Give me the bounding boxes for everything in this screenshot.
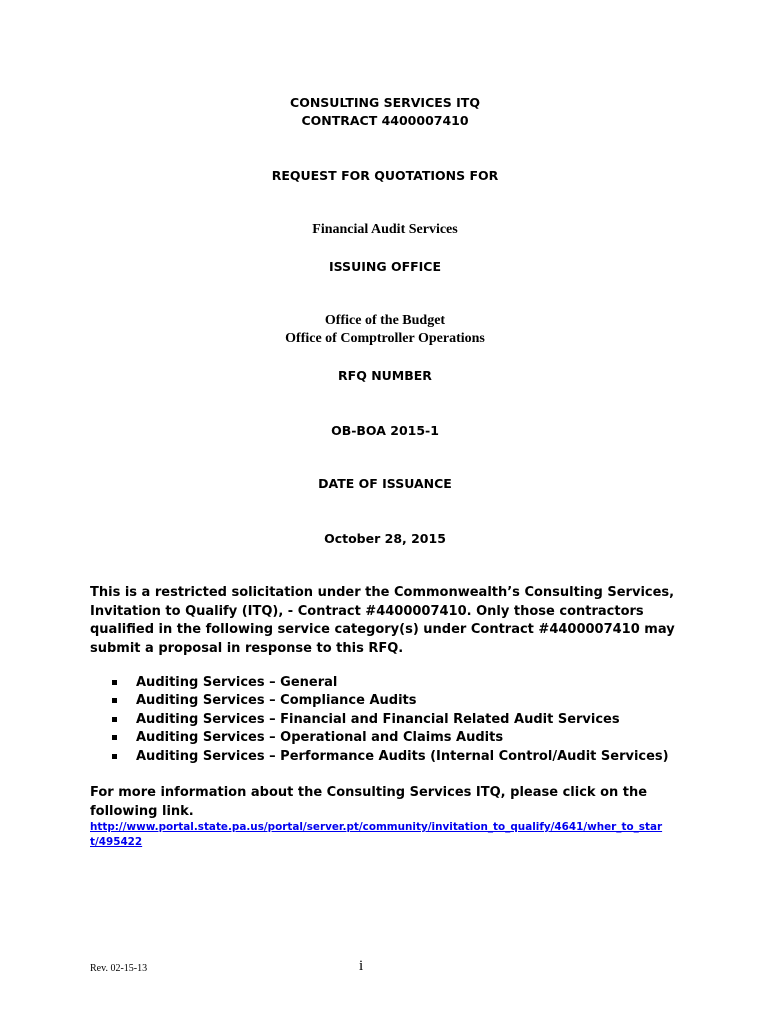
rfq-number — [0, 422, 770, 440]
category-label: Auditing Services – Operational and Claims Audits — [136, 730, 504, 746]
issuing-office-label — [0, 258, 770, 276]
issuing-office-label-text: ISSUING OFFICE — [328, 259, 442, 274]
issuing-office-block — [0, 312, 770, 348]
revision-date: Rev. 02-15-13 — [90, 963, 148, 974]
intro-line: Invitation to Qualify (ITQ), - Contract #4400007410. Only those contractors — [90, 603, 644, 619]
date-of-issuance — [0, 530, 770, 548]
list-item — [110, 674, 669, 692]
page-number: i — [359, 958, 364, 974]
service-name — [0, 221, 770, 239]
more-info-line: following link. — [90, 803, 194, 819]
list-item — [110, 748, 669, 766]
rfq-number-text: OB-BOA 2015-1 — [331, 423, 439, 438]
square-bullet-icon — [112, 680, 117, 685]
date-of-issuance-label — [0, 475, 770, 493]
category-label: Auditing Services – Performance Audits (Internal Control/Audit Services) — [136, 748, 669, 764]
intro-line: This is a restricted solicitation under the Commonwealth’s Consulting Services, — [90, 585, 675, 600]
more-info-line: For more information about the Consulting Services ITQ, please click on the — [90, 785, 648, 800]
list-item — [110, 692, 669, 710]
service-category-list — [110, 674, 669, 766]
office-line-2: Office of Comptroller Operations — [285, 331, 485, 346]
title-block — [0, 94, 770, 130]
category-label: Auditing Services – Financial and Financial Related Audit Services — [136, 711, 620, 727]
itq-portal-link[interactable] — [90, 820, 690, 850]
more-info-paragraph — [90, 784, 690, 821]
category-label: Auditing Services – Compliance Audits — [136, 693, 417, 709]
office-line-1: Office of the Budget — [324, 313, 446, 328]
rfq-number-label — [0, 367, 770, 385]
title-line-1: CONSULTING SERVICES ITQ — [290, 95, 480, 110]
request-for-heading — [0, 167, 770, 185]
category-label: Auditing Services – General — [136, 675, 338, 690]
list-item — [110, 711, 669, 729]
square-bullet-icon — [112, 698, 117, 703]
square-bullet-icon — [112, 735, 117, 740]
link-line-2[interactable]: t/495422 — [90, 836, 143, 848]
rfq-number-label-text: RFQ NUMBER — [338, 368, 432, 383]
title-line-2: CONTRACT 4400007410 — [301, 113, 469, 128]
link-line-1[interactable]: http://www.portal.state.pa.us/portal/server.pt/community/invitation_to_qualify/4641/wher_to_star — [90, 821, 663, 833]
list-item — [110, 729, 669, 747]
service-name-text: Financial Audit Services — [312, 222, 458, 237]
intro-line: qualified in the following service category(s) under Contract #4400007410 may — [90, 622, 675, 637]
date-text: October 28, 2015 — [324, 531, 446, 546]
date-label-text: DATE OF ISSUANCE — [318, 476, 452, 491]
intro-paragraph — [90, 584, 690, 658]
square-bullet-icon — [112, 717, 117, 722]
square-bullet-icon — [112, 754, 117, 759]
request-for-text: REQUEST FOR QUOTATIONS FOR — [271, 168, 499, 183]
intro-line: submit a proposal in response to this RFQ. — [90, 640, 404, 656]
